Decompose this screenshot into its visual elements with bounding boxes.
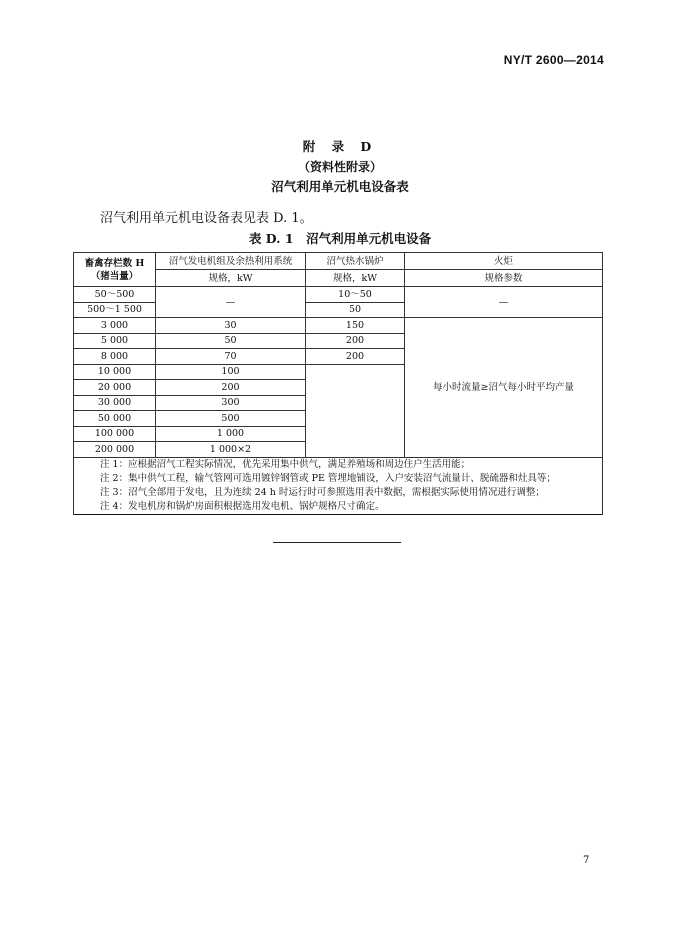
table-note-1: 注 1：应根据沼气工程实际情况，优先采用集中供气，满足养殖场和周边住户生活用能； <box>74 457 603 472</box>
cell-generator: 300 <box>156 395 306 411</box>
cell-generator: 70 <box>156 349 306 365</box>
table-caption: 表 D. 1 沼气利用单元机电设备 <box>248 231 432 246</box>
table-row <box>74 318 603 334</box>
cell-count: 10 000 <box>74 364 156 380</box>
cell-count: 100 000 <box>74 426 156 442</box>
page-number: 7 <box>583 855 590 866</box>
cell-generator: 200 <box>156 380 306 396</box>
appendix-title: 附 录 D <box>302 139 378 154</box>
cell-count: 8 000 <box>74 349 156 365</box>
cell-generator: 50 <box>156 333 306 349</box>
cell-count: 200 000 <box>74 442 156 458</box>
appendix-subtitle: （资料性附录） <box>297 160 382 174</box>
table-header-row <box>74 253 603 270</box>
cell-boiler: 150 <box>306 318 405 334</box>
cell-count: 50～500 <box>74 287 156 303</box>
end-rule <box>273 542 401 543</box>
cell-torch-small: — <box>405 287 603 318</box>
equipment-table <box>73 252 603 515</box>
cell-generator: 1 000×2 <box>156 442 306 458</box>
header-livestock-count-line1: 畜禽存栏数 H <box>84 257 145 269</box>
cell-count: 50 000 <box>74 411 156 427</box>
cell-count: 3 000 <box>74 318 156 334</box>
standard-code: NY/T 2600—2014 <box>503 53 604 67</box>
subheader-torch: 规格参数 <box>405 270 603 287</box>
table-note-row <box>74 457 603 472</box>
table-row <box>74 287 603 303</box>
cell-generator: 100 <box>156 364 306 380</box>
cell-count: 5 000 <box>74 333 156 349</box>
table-note-4: 注 4：发电机房和锅炉房面积根据选用发电机、锅炉规格尺寸确定。 <box>74 500 603 515</box>
cell-boiler-empty <box>306 364 405 457</box>
header-livestock-count-line2: （猪当量） <box>90 270 139 282</box>
header-generator: 沼气发电机组及余热利用系统 <box>156 253 306 270</box>
subheader-generator: 规格，kW <box>156 270 306 287</box>
appendix-name: 沼气利用单元机电设备表 <box>271 179 409 194</box>
table-note-2: 注 2：集中供气工程，输气管网可选用镀锌钢管或 PE 管埋地铺设，入户安装沼气流量计、脱硫器和灶具等； <box>74 472 603 486</box>
cell-count: 500～1 500 <box>74 302 156 318</box>
subheader-boiler: 规格，kW <box>306 270 405 287</box>
cell-count: 30 000 <box>74 395 156 411</box>
cell-boiler: 200 <box>306 349 405 365</box>
cell-generator: 500 <box>156 411 306 427</box>
table-note-row <box>74 500 603 515</box>
cell-boiler: 50 <box>306 302 405 318</box>
table-note-row <box>74 472 603 486</box>
cell-boiler: 10～50 <box>306 287 405 303</box>
table-note-row <box>74 486 603 500</box>
intro-paragraph: 沼气利用单元机电设备表见表 D. 1。 <box>100 211 313 226</box>
cell-torch-large: 每小时流量≥沼气每小时平均产量 <box>405 318 603 458</box>
cell-count: 20 000 <box>74 380 156 396</box>
cell-generator: 30 <box>156 318 306 334</box>
header-livestock-count <box>74 253 156 287</box>
cell-generator: — <box>156 287 306 318</box>
header-torch: 火炬 <box>405 253 603 270</box>
cell-boiler: 200 <box>306 333 405 349</box>
header-boiler: 沼气热水锅炉 <box>306 253 405 270</box>
cell-generator: 1 000 <box>156 426 306 442</box>
table-note-3: 注 3：沼气全部用于发电，且为连续 24 h 时运行时可参照选用表中数据，需根据实际使用情况进行调整； <box>74 486 603 500</box>
